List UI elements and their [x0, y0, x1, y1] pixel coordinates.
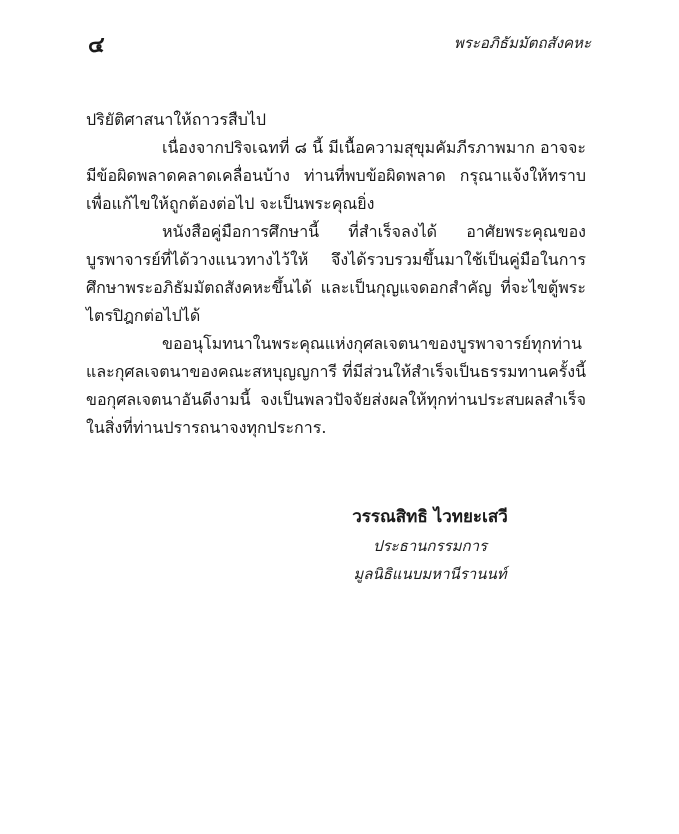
body-text	[86, 106, 586, 442]
signatory-name: วรรณสิทธิ ไวทยะเสวี	[352, 507, 508, 527]
paragraph-continuation: ปริยัติศาสนาให้ถาวรสืบไป	[86, 110, 267, 129]
paragraph-blessing: ขออนุโมทนาในพระคุณแห่งกุศลเจตนาของบูรพาจารย์ทุกท่าน และกุศลเจตนาของคณะสหบุญญการี ที่มีส่วนให้สำเร็จเป็นธรรมทานครั้งนี้ ขอกุศลเจตนาอันดีงามนี้ จงเป็นพลวปัจจัยส่งผลให้ทุกท่านประสบผลสำเร็จในสิ่งที่ท่านปรารถนาจงทุกประการ.	[86, 334, 587, 437]
signatory-position: ประธานกรรมการ	[372, 537, 488, 555]
page-number: ๔	[88, 32, 105, 58]
paragraph-errata-notice: เนื่องจากปริจเฉทที่ ๘ นี้ มีเนื้อความสุขุมคัมภีรภาพมาก อาจจะมีข้อผิดพลาดคลาดเคลื่อนบ้าง ท่านที่พบข้อผิดพลาด กรุณาแจ้งให้ทราบ เพื่อแก้ไขให้ถูกต้องต่อไป จะเป็นพระคุณยิ่ง	[86, 138, 586, 213]
running-header-title: พระอภิธัมมัตถสังคหะ	[453, 34, 591, 52]
paragraph-acknowledgement: หนังสือคู่มือการศึกษานี้ ที่สำเร็จลงได้ อาศัยพระคุณของบูรพาจารย์ที่ได้วางแนวทางไว้ให้ จึงได้รวบรวมขึ้นมาใช้เป็นคู่มือในการศึกษาพระอภิธัมมัตถสังคหะขึ้นได้ และเป็นกุญแจดอกสำคัญ ที่จะไขตู้พระไตรปิฎกต่อไปได้	[86, 222, 586, 325]
signatory-organization: มูลนิธิแนบมหานีรานนท์	[353, 565, 507, 583]
signature-block	[300, 502, 560, 588]
